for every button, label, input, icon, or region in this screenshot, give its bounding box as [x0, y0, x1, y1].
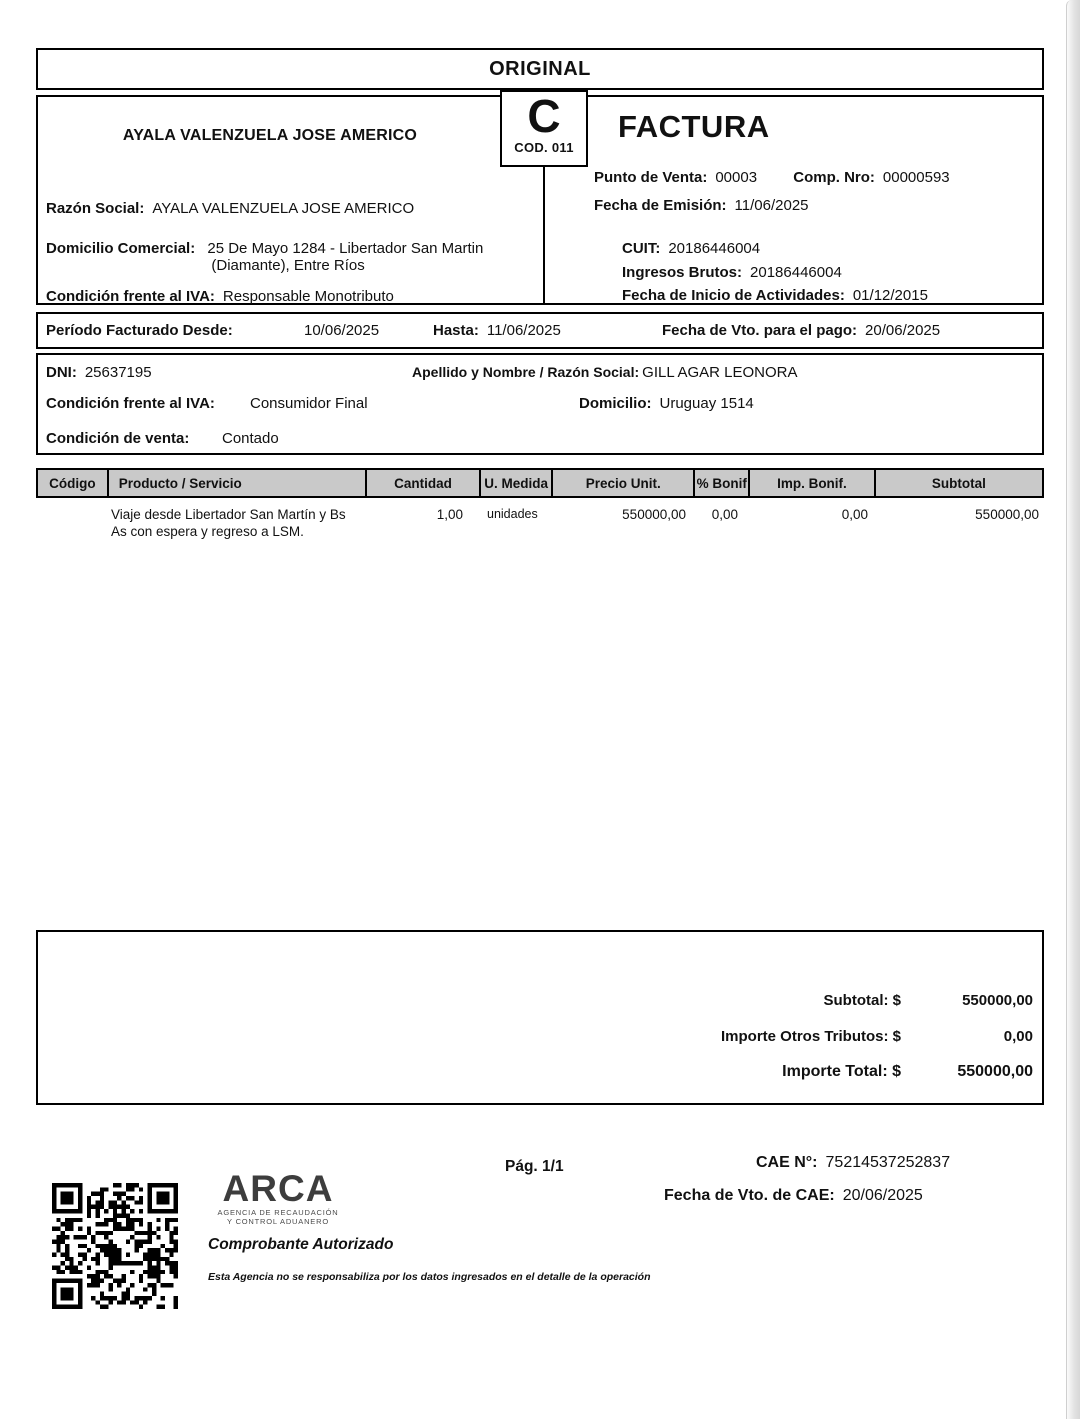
- customer-iva-line: [46, 395, 215, 412]
- condicion-venta-value-line: [214, 430, 279, 447]
- invoice-letter: C: [527, 90, 561, 142]
- condicion-venta-label: Condición de venta:: [46, 430, 190, 447]
- inicio-actividades-value: 01/12/2015: [852, 287, 928, 304]
- billing-period-box: [36, 312, 1044, 349]
- dni-line: [46, 364, 152, 381]
- invoice-letter-box: [500, 90, 588, 167]
- importe-total-label: Importe Total: $: [782, 1063, 901, 1080]
- ingresos-brutos-label: Ingresos Brutos:: [622, 264, 743, 281]
- dni-value: 25637195: [84, 364, 152, 381]
- customer-iva-value: Consumidor Final: [250, 395, 368, 412]
- subtotal-row: [824, 992, 1043, 1009]
- vto-pago-line: [662, 322, 940, 339]
- scan-edge-artifact: [1066, 0, 1080, 1419]
- col-header-bonif: % Bonif: [693, 470, 748, 496]
- periodo-desde-value: 10/06/2025: [304, 322, 380, 339]
- periodo-hasta-label: Hasta:: [433, 322, 479, 339]
- col-header-cantidad: Cantidad: [365, 470, 480, 496]
- table-row: [36, 498, 1044, 540]
- periodo-desde-label: Período Facturado Desde:: [46, 322, 233, 339]
- col-header-precio-unit: Precio Unit.: [551, 470, 693, 496]
- disclaimer-text: Esta Agencia no se responsabiliza por los datos ingresados en el detalle de la operación: [208, 1271, 651, 1283]
- original-banner-label: ORIGINAL: [489, 58, 591, 80]
- comprobante-autorizado-label: Comprobante Autorizado: [208, 1236, 394, 1253]
- document-type-title: FACTURA: [618, 109, 770, 144]
- cuit-value: 20186446004: [668, 240, 761, 257]
- vto-pago-value: 20/06/2025: [865, 322, 941, 339]
- razon-social-label: Razón Social:: [46, 200, 145, 217]
- items-table: [36, 468, 1044, 540]
- arca-logo-wordmark: ARCA: [222, 1168, 334, 1209]
- issuer-name-heading: AYALA VALENZUELA JOSE AMERICO: [122, 127, 418, 144]
- customer-iva-value-line: [242, 395, 368, 412]
- periodo-hasta-value: 11/06/2025: [486, 322, 561, 339]
- customer-domicilio-label: Domicilio:: [579, 395, 652, 412]
- razon-social-line: [46, 200, 414, 217]
- customer-domicilio-line: [579, 395, 754, 412]
- inicio-actividades-line: [622, 287, 928, 304]
- cell-imp-bonif: 0,00: [841, 507, 868, 522]
- original-banner: [36, 48, 1044, 90]
- cuit-line: [622, 240, 760, 257]
- condicion-venta-line: [46, 430, 189, 447]
- cae-vto-value: 20/06/2025: [842, 1187, 923, 1204]
- domicilio-comercial-label: Domicilio Comercial:: [46, 240, 196, 257]
- customer-name-label: Apellido y Nombre / Razón Social:: [412, 364, 640, 380]
- header-divider: [543, 167, 545, 305]
- qr-code: [52, 1183, 178, 1309]
- comp-nro-value: 00000593: [882, 169, 950, 186]
- iva-condition-value: Responsable Monotributo: [222, 288, 394, 305]
- subtotal-value: 550000,00: [962, 992, 1033, 1009]
- periodo-desde-value-line: [296, 322, 379, 339]
- importe-total-row: [782, 1063, 1042, 1081]
- importe-total-value: 550000,00: [957, 1063, 1033, 1080]
- punto-venta-line: [594, 169, 950, 186]
- cae-number-line: [756, 1154, 950, 1172]
- invoice-header: [36, 90, 1044, 305]
- cae-vto-label: Fecha de Vto. de CAE:: [664, 1187, 835, 1204]
- punto-venta-value: 00003: [715, 169, 758, 186]
- domicilio-comercial-line: [46, 240, 483, 274]
- fecha-emision-value: 11/06/2025: [734, 197, 809, 214]
- col-header-imp-bonif: Imp. Bonif.: [748, 470, 874, 496]
- inicio-actividades-label: Fecha de Inicio de Actividades:: [622, 287, 845, 304]
- domicilio-comercial-value: 25 De Mayo 1284 - Libertador San Martin (Diamante), Entre Ríos: [207, 240, 484, 274]
- cell-descripcion: Viaje desde Libertador San Martín y Bs As con espera y regreso a LSM.: [111, 507, 346, 539]
- punto-venta-label: Punto de Venta:: [594, 169, 708, 186]
- arca-logo-caption: AGENCIA DE RECAUDACIÓN Y CONTROL ADUANERO: [217, 1208, 339, 1226]
- page-number: Pág. 1/1: [505, 1158, 564, 1175]
- cae-number-label: CAE N°:: [756, 1154, 818, 1171]
- customer-name-value: GILL AGAR LEONORA: [642, 364, 798, 381]
- cuit-label: CUIT:: [622, 240, 661, 257]
- cell-cantidad: 1,00: [436, 507, 463, 522]
- invoice-letter-code: COD. 011: [514, 140, 574, 155]
- condicion-venta-value: Contado: [222, 430, 279, 447]
- periodo-desde-line: [46, 322, 233, 339]
- customer-iva-label: Condición frente al IVA:: [46, 395, 215, 412]
- col-header-codigo: Código: [49, 475, 96, 491]
- cell-codigo: [36, 506, 105, 540]
- otros-tributos-row: [721, 1028, 1042, 1045]
- customer-name-line: [412, 364, 798, 381]
- vto-pago-label: Fecha de Vto. para el pago:: [662, 322, 858, 339]
- periodo-hasta-line: [433, 322, 561, 339]
- cell-bonif: 0,00: [711, 507, 738, 522]
- totals-box: [36, 930, 1044, 1105]
- cell-precio-unit: 550000,00: [622, 507, 686, 522]
- iva-condition-line: [46, 288, 394, 305]
- customer-box: [36, 353, 1044, 455]
- dni-label: DNI:: [46, 364, 77, 381]
- otros-tributos-value: 0,00: [1003, 1028, 1033, 1045]
- comp-nro-label: Comp. Nro:: [793, 169, 875, 186]
- cae-vto-line: [664, 1187, 923, 1205]
- iva-condition-label: Condición frente al IVA:: [46, 288, 215, 305]
- fecha-emision-line: [594, 197, 809, 214]
- cae-number-value: 75214537252837: [825, 1154, 951, 1171]
- col-header-umedida: U. Medida: [479, 470, 551, 496]
- arca-logo: [208, 1170, 348, 1226]
- ingresos-brutos-value: 20186446004: [750, 264, 842, 281]
- customer-domicilio-value: Uruguay 1514: [659, 395, 754, 412]
- items-table-header: [36, 468, 1044, 498]
- fecha-emision-label: Fecha de Emisión:: [594, 197, 727, 214]
- col-header-producto: Producto / Servicio: [107, 470, 365, 496]
- cell-unidad: unidades: [487, 507, 538, 521]
- ingresos-brutos-line: [622, 264, 842, 281]
- razon-social-value: AYALA VALENZUELA JOSE AMERICO: [152, 200, 415, 217]
- subtotal-label: Subtotal: $: [823, 992, 901, 1009]
- cell-subtotal: 550000,00: [975, 507, 1039, 522]
- col-header-subtotal: Subtotal: [874, 470, 1042, 496]
- otros-tributos-label: Importe Otros Tributos: $: [720, 1028, 901, 1045]
